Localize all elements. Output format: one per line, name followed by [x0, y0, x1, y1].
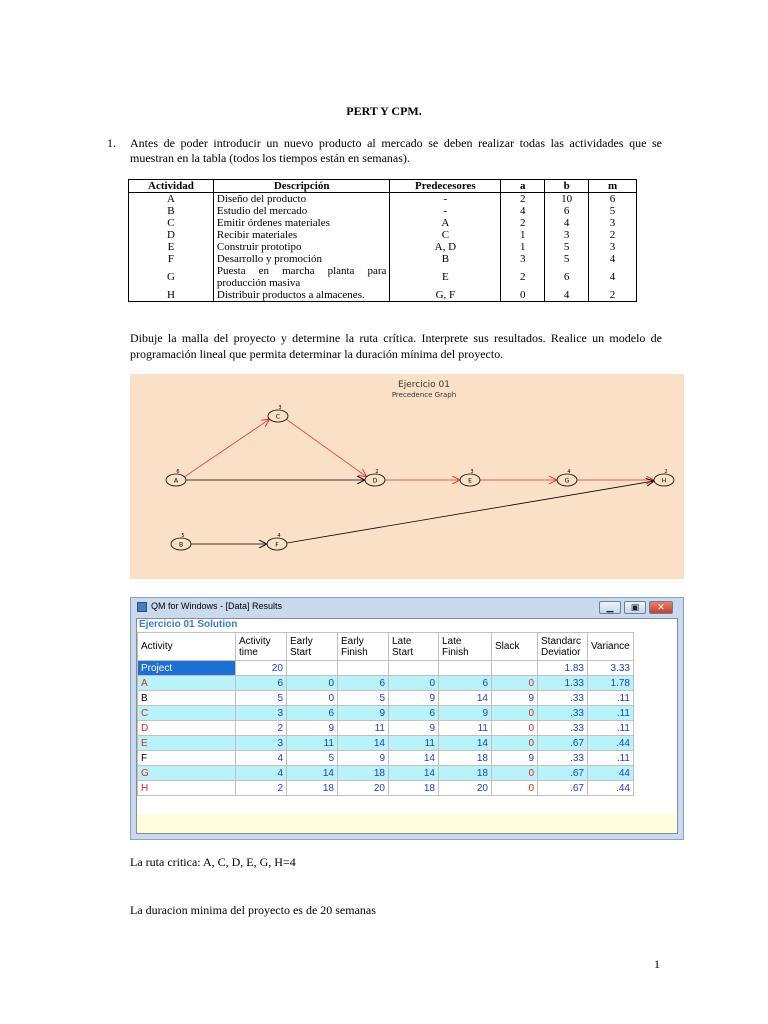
description-line: producción masiva [216, 277, 301, 289]
results-panel [136, 618, 678, 834]
cell-b: 3 [545, 229, 589, 241]
col-late-finish: Late Finish [439, 633, 492, 661]
value-cell: 0 [492, 706, 538, 721]
app-icon [137, 602, 147, 612]
value-cell: 9 [389, 721, 439, 736]
cell-m: 5 [589, 205, 637, 217]
value-cell: 0 [492, 781, 538, 796]
cell-b: 5 [545, 241, 589, 253]
value-cell: 0 [492, 721, 538, 736]
value-cell [338, 661, 389, 676]
cell-a: 2 [501, 217, 545, 229]
value-cell: 9 [287, 721, 338, 736]
duration-text: La duracion minima del proyecto es de 20 semanas [130, 903, 376, 917]
node-d [365, 469, 385, 486]
cell-a: 4 [501, 205, 545, 217]
value-cell [439, 661, 492, 676]
cell-description: Construir prototipo [213, 241, 390, 253]
node-time: 4 [567, 469, 571, 475]
cell-m: 3 [589, 241, 637, 253]
value-cell: 3 [236, 706, 287, 721]
cell-description: Diseño del producto [213, 193, 390, 206]
cell-activity: H [129, 289, 214, 302]
results-body [138, 661, 634, 796]
value-cell: 20 [236, 661, 287, 676]
value-cell: 0 [492, 676, 538, 691]
value-cell: 0 [287, 676, 338, 691]
table-row [129, 241, 637, 253]
value-cell: 14 [338, 736, 389, 751]
node-f [267, 533, 287, 550]
header-b: b [545, 180, 589, 193]
window-title: QM for Windows - [Data] Results [151, 601, 283, 611]
cell-a: 0 [501, 289, 545, 302]
value-cell: 18 [439, 751, 492, 766]
node-label: H [661, 477, 667, 485]
cell-a: 1 [501, 229, 545, 241]
maximize-button[interactable]: ▣ [624, 601, 646, 614]
value-cell: 2 [236, 781, 287, 796]
activity-name-cell: H [138, 781, 236, 796]
graph-subtitle: Precedence Graph [391, 391, 457, 399]
question-number: 1. [107, 136, 116, 150]
cell-activity: C [129, 217, 214, 229]
project-row[interactable] [138, 661, 634, 676]
value-cell: 4 [236, 766, 287, 781]
cell-predecessors: B [390, 253, 501, 265]
header-predecesores: Predecesores [390, 180, 501, 193]
header-m: m [589, 180, 637, 193]
value-cell: .44 [588, 781, 634, 796]
value-cell: 14 [389, 766, 439, 781]
cell-a: 1 [501, 241, 545, 253]
value-cell: .11 [588, 721, 634, 736]
value-cell: .11 [588, 691, 634, 706]
cell-predecessors: A [390, 217, 501, 229]
activity-table-header [129, 180, 637, 193]
value-cell: 14 [439, 736, 492, 751]
edge-c-d [286, 419, 365, 476]
table-row [129, 217, 637, 229]
value-cell: 20 [338, 781, 389, 796]
node-time: 2 [375, 469, 379, 475]
cell-m: 4 [589, 253, 637, 265]
cell-activity: G [129, 265, 214, 289]
edge-a-c [184, 420, 268, 477]
cell-predecessors: E [390, 265, 501, 289]
value-cell: 6 [338, 676, 389, 691]
header-a: a [501, 180, 545, 193]
value-cell: .44 [588, 736, 634, 751]
node-label: E [468, 477, 472, 485]
activity-name-cell: D [138, 721, 236, 736]
value-cell: 9 [492, 751, 538, 766]
cell-m: 3 [589, 217, 637, 229]
minimize-button[interactable]: ▁ [599, 601, 621, 614]
node-time: 4 [277, 533, 281, 539]
value-cell: 3.33 [588, 661, 634, 676]
col-early-finish: Early Finish [338, 633, 389, 661]
cell-description: Distribuir productos a almacenes. [213, 289, 390, 302]
value-cell: 18 [389, 781, 439, 796]
cell-m: 2 [589, 289, 637, 302]
cell-predecessors: G, F [390, 289, 501, 302]
value-cell: 5 [287, 751, 338, 766]
table-row [129, 253, 637, 265]
results-empty-area [137, 814, 677, 834]
value-cell: .33 [538, 691, 588, 706]
cell-predecessors: C [390, 229, 501, 241]
cell-m: 6 [589, 193, 637, 206]
col-activity-time: Activity time [236, 633, 287, 661]
value-cell: 14 [389, 751, 439, 766]
value-cell [287, 661, 338, 676]
col-slack: Slack [492, 633, 538, 661]
graph-title: Ejercicio 01 [398, 380, 450, 390]
value-cell: .67 [538, 766, 588, 781]
cell-description [213, 265, 390, 289]
node-a [166, 469, 186, 486]
value-cell: 1.83 [538, 661, 588, 676]
qm-window [130, 597, 684, 840]
table-row[interactable] [138, 736, 634, 751]
table-row [129, 205, 637, 217]
value-cell: .11 [588, 751, 634, 766]
cell-activity: E [129, 241, 214, 253]
results-header [138, 633, 634, 661]
node-label: G [564, 477, 570, 485]
value-cell: 6 [389, 706, 439, 721]
cell-predecessors: - [390, 193, 501, 206]
node-b [171, 533, 191, 550]
cell-predecessors: - [390, 205, 501, 217]
node-label: B [178, 541, 184, 549]
value-cell: .33 [538, 706, 588, 721]
page-number: 1 [654, 957, 660, 971]
node-label: F [275, 541, 279, 549]
value-cell: 14 [287, 766, 338, 781]
value-cell: 9 [389, 691, 439, 706]
value-cell: 0 [492, 766, 538, 781]
activity-name-cell: F [138, 751, 236, 766]
value-cell: 20 [439, 781, 492, 796]
description-line: Puesta en marcha planta para [216, 265, 387, 277]
value-cell [389, 661, 439, 676]
value-cell: 5 [338, 691, 389, 706]
results-grid [137, 632, 634, 796]
node-h [654, 469, 674, 486]
table-row [129, 193, 637, 206]
table-row[interactable] [138, 691, 634, 706]
cell-description: Recibir materiales [213, 229, 390, 241]
value-cell: 11 [389, 736, 439, 751]
value-cell: 4 [236, 751, 287, 766]
cell-a: 2 [501, 193, 545, 206]
activity-name-cell: Project [138, 661, 236, 676]
value-cell: 11 [338, 721, 389, 736]
table-row[interactable] [138, 721, 634, 736]
graph-edges [184, 419, 653, 544]
value-cell: 9 [338, 751, 389, 766]
value-cell: 6 [287, 706, 338, 721]
value-cell: 14 [439, 691, 492, 706]
node-label: D [372, 477, 378, 485]
node-time: 3 [278, 405, 282, 411]
value-cell [492, 661, 538, 676]
node-label: A [173, 477, 179, 485]
activity-table [128, 179, 637, 302]
value-cell: 44 [588, 766, 634, 781]
close-button[interactable]: ✕ [649, 601, 673, 614]
col-late-start: Late Start [389, 633, 439, 661]
cell-a: 2 [501, 265, 545, 289]
cell-b: 6 [545, 265, 589, 289]
value-cell: 0 [389, 676, 439, 691]
node-time: 3 [470, 469, 474, 475]
activity-name-cell: C [138, 706, 236, 721]
edge-f-h [287, 481, 653, 543]
instructions-text: Dibuje la malla del proyecto y determine la ruta crítica. Interprete sus resultados. Realice un modelo de programación lineal que permita determinar la duración mínima del proyecto. [130, 331, 662, 361]
value-cell: 9 [439, 706, 492, 721]
value-cell: 9 [492, 691, 538, 706]
cell-description: Estudio del mercado [213, 205, 390, 217]
value-cell: 0 [287, 691, 338, 706]
node-time: 2 [664, 469, 668, 475]
activity-name-cell: A [138, 676, 236, 691]
col-std-deviation: Standarc Deviatior [538, 633, 588, 661]
solution-title: Ejercicio 01 Solution [139, 619, 238, 630]
cell-b: 5 [545, 253, 589, 265]
activity-name-cell: E [138, 736, 236, 751]
cell-activity: A [129, 193, 214, 206]
value-cell: .33 [538, 751, 588, 766]
precedence-graph [130, 374, 684, 579]
value-cell: .33 [538, 721, 588, 736]
node-e [460, 469, 480, 486]
cell-activity: D [129, 229, 214, 241]
table-row [129, 289, 637, 302]
cell-m: 4 [589, 265, 637, 289]
value-cell: 0 [492, 736, 538, 751]
value-cell: 9 [338, 706, 389, 721]
header-descripcion: Descripción [213, 180, 390, 193]
value-cell: 1.78 [588, 676, 634, 691]
cell-predecessors: A, D [390, 241, 501, 253]
value-cell: 11 [287, 736, 338, 751]
table-row[interactable] [138, 676, 634, 691]
cell-b: 6 [545, 205, 589, 217]
value-cell: 6 [236, 676, 287, 691]
value-cell: .67 [538, 781, 588, 796]
table-row [129, 265, 637, 289]
node-c [268, 405, 288, 422]
value-cell: 3 [236, 736, 287, 751]
value-cell: 6 [439, 676, 492, 691]
node-g [557, 469, 577, 486]
cell-description: Emitir órdenes materiales [213, 217, 390, 229]
cell-b: 10 [545, 193, 589, 206]
cell-description: Desarrollo y promoción [213, 253, 390, 265]
value-cell: 2 [236, 721, 287, 736]
precedence-graph-svg [130, 374, 684, 579]
table-row [129, 229, 637, 241]
table-row[interactable] [138, 781, 634, 796]
col-activity: Activity [138, 633, 236, 661]
table-row[interactable] [138, 766, 634, 781]
header-actividad: Actividad [129, 180, 214, 193]
value-cell: 18 [287, 781, 338, 796]
page-title: PERT Y CPM. [346, 104, 422, 118]
critical-path-text: La ruta critica: A, C, D, E, G, H=4 [130, 855, 296, 869]
value-cell: 11 [439, 721, 492, 736]
node-time: 6 [176, 469, 180, 475]
cell-m: 2 [589, 229, 637, 241]
value-cell: 18 [439, 766, 492, 781]
col-variance: Variance [588, 633, 634, 661]
activity-name-cell: B [138, 691, 236, 706]
value-cell: .67 [538, 736, 588, 751]
cell-b: 4 [545, 217, 589, 229]
value-cell: 18 [338, 766, 389, 781]
value-cell: .11 [588, 706, 634, 721]
node-time: 5 [181, 533, 185, 539]
cell-activity: B [129, 205, 214, 217]
cell-activity: F [129, 253, 214, 265]
graph-nodes [166, 405, 674, 550]
cell-b: 4 [545, 289, 589, 302]
col-early-start: Early Start [287, 633, 338, 661]
cell-a: 3 [501, 253, 545, 265]
value-cell: 5 [236, 691, 287, 706]
question-text: Antes de poder introducir un nuevo producto al mercado se deben realizar todas las actividades que se muestran en la tabla (todos los tiempos están en semanas). [130, 136, 662, 165]
table-row[interactable] [138, 751, 634, 766]
node-label: C [275, 413, 281, 421]
table-row[interactable] [138, 706, 634, 721]
value-cell: 1.33 [538, 676, 588, 691]
activity-name-cell: G [138, 766, 236, 781]
